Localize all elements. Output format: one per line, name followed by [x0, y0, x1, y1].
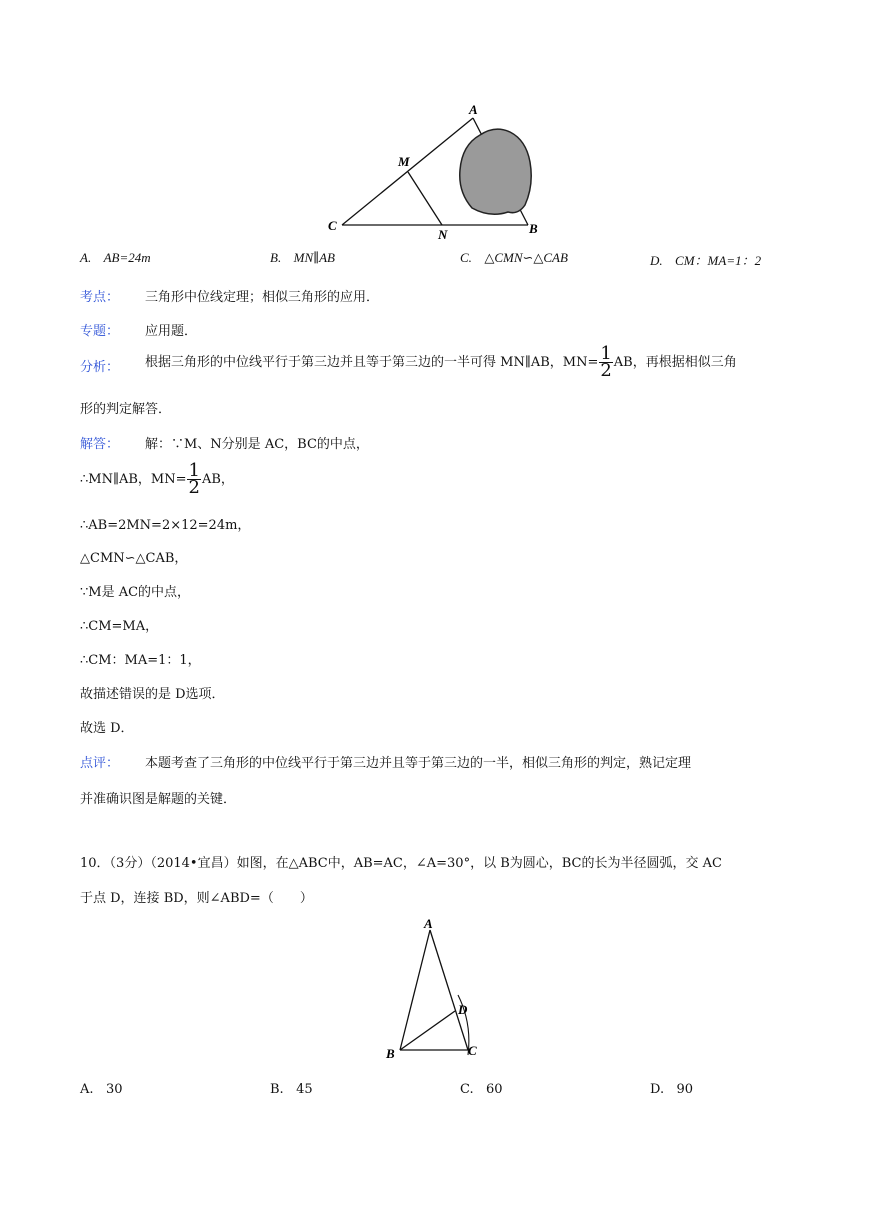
q10-line1: 10．（3分）（2014•宜昌）如图，在△ABC中，AB=AC，∠A=30°，以 B为圆心，BC的长为半径圆弧，交 AC: [80, 856, 722, 871]
q10-option-c: C. 60: [460, 1082, 503, 1097]
label-M: M: [398, 154, 410, 169]
fraction-half: $\frac{1}{2}$: [600, 343, 612, 381]
fenxi-line1: 根据三角形的中位线平行于第三边并且等于第三边的一半可得 MN∥AB，MN= $\frac{1}{2}$ AB，再根据相似三角: [145, 343, 737, 381]
jieda-line2: ∴MN∥AB，MN= $\frac{1}{2}$ AB，: [80, 460, 234, 498]
dianping-line1: 本题考查了三角形的中位线平行于第三边并且等于第三边的一半，相似三角形的判定，熟记定理: [145, 756, 692, 771]
jieda-line7: ∴CM：MA=1：1，: [80, 653, 201, 668]
label-B: B: [386, 1046, 395, 1061]
label-B: B: [529, 221, 538, 236]
dianping-line2: 并准确识图是解题的关键．: [80, 792, 237, 807]
fenxi-line2: 形的判定解答．: [80, 402, 172, 417]
q10-line2: 于点 D，连接 BD，则∠ABD=（ ）: [80, 891, 313, 906]
figure-isosceles-triangle: [380, 915, 490, 1065]
jieda-line3: ∴AB=2MN=2×12=24m，: [80, 518, 251, 533]
q10-option-b: B. 45: [270, 1082, 313, 1097]
jieda-line6: ∴CM=MA，: [80, 619, 159, 634]
jieda-line1: 解：∵M、N分别是 AC，BC的中点，: [145, 437, 369, 452]
zhuanti-label: 专题：: [80, 324, 120, 339]
kaodian-label: 考点：: [80, 290, 120, 305]
zhuanti-text: 应用题．: [145, 324, 198, 339]
jieda-line9: 故选 D．: [80, 721, 134, 736]
label-N: N: [438, 227, 448, 242]
jieda-line8: 故描述错误的是 D选项．: [80, 687, 225, 702]
label-A: A: [469, 102, 478, 117]
label-C: C: [328, 218, 337, 233]
q10-option-d: D. 90: [650, 1082, 694, 1097]
kaodian-text: 三角形中位线定理；相似三角形的应用．: [145, 290, 380, 305]
dianping-label: 点评：: [80, 756, 120, 771]
label-D: D: [458, 1002, 468, 1017]
jieda-label: 解答：: [80, 437, 120, 452]
obstacle-blob: [460, 129, 531, 214]
label-A: A: [424, 916, 433, 931]
q10-option-a: A. 30: [80, 1082, 123, 1097]
q9-option-b: B. MN∥AB: [270, 250, 335, 265]
q9-option-a: A. AB=24m: [80, 250, 151, 265]
jieda-line4: △CMN∽△CAB，: [80, 551, 188, 566]
jieda-line5: ∵M是 AC的中点，: [80, 585, 191, 600]
fenxi-label: 分析：: [80, 360, 120, 375]
q9-option-d: D. CM：MA=1：2: [650, 253, 762, 268]
q9-option-c: C. △CMN∽△CAB: [460, 250, 568, 265]
figure-triangle-obstacle: [320, 100, 550, 245]
fraction-half: $\frac{1}{2}$: [188, 460, 200, 498]
label-C: C: [468, 1043, 477, 1058]
